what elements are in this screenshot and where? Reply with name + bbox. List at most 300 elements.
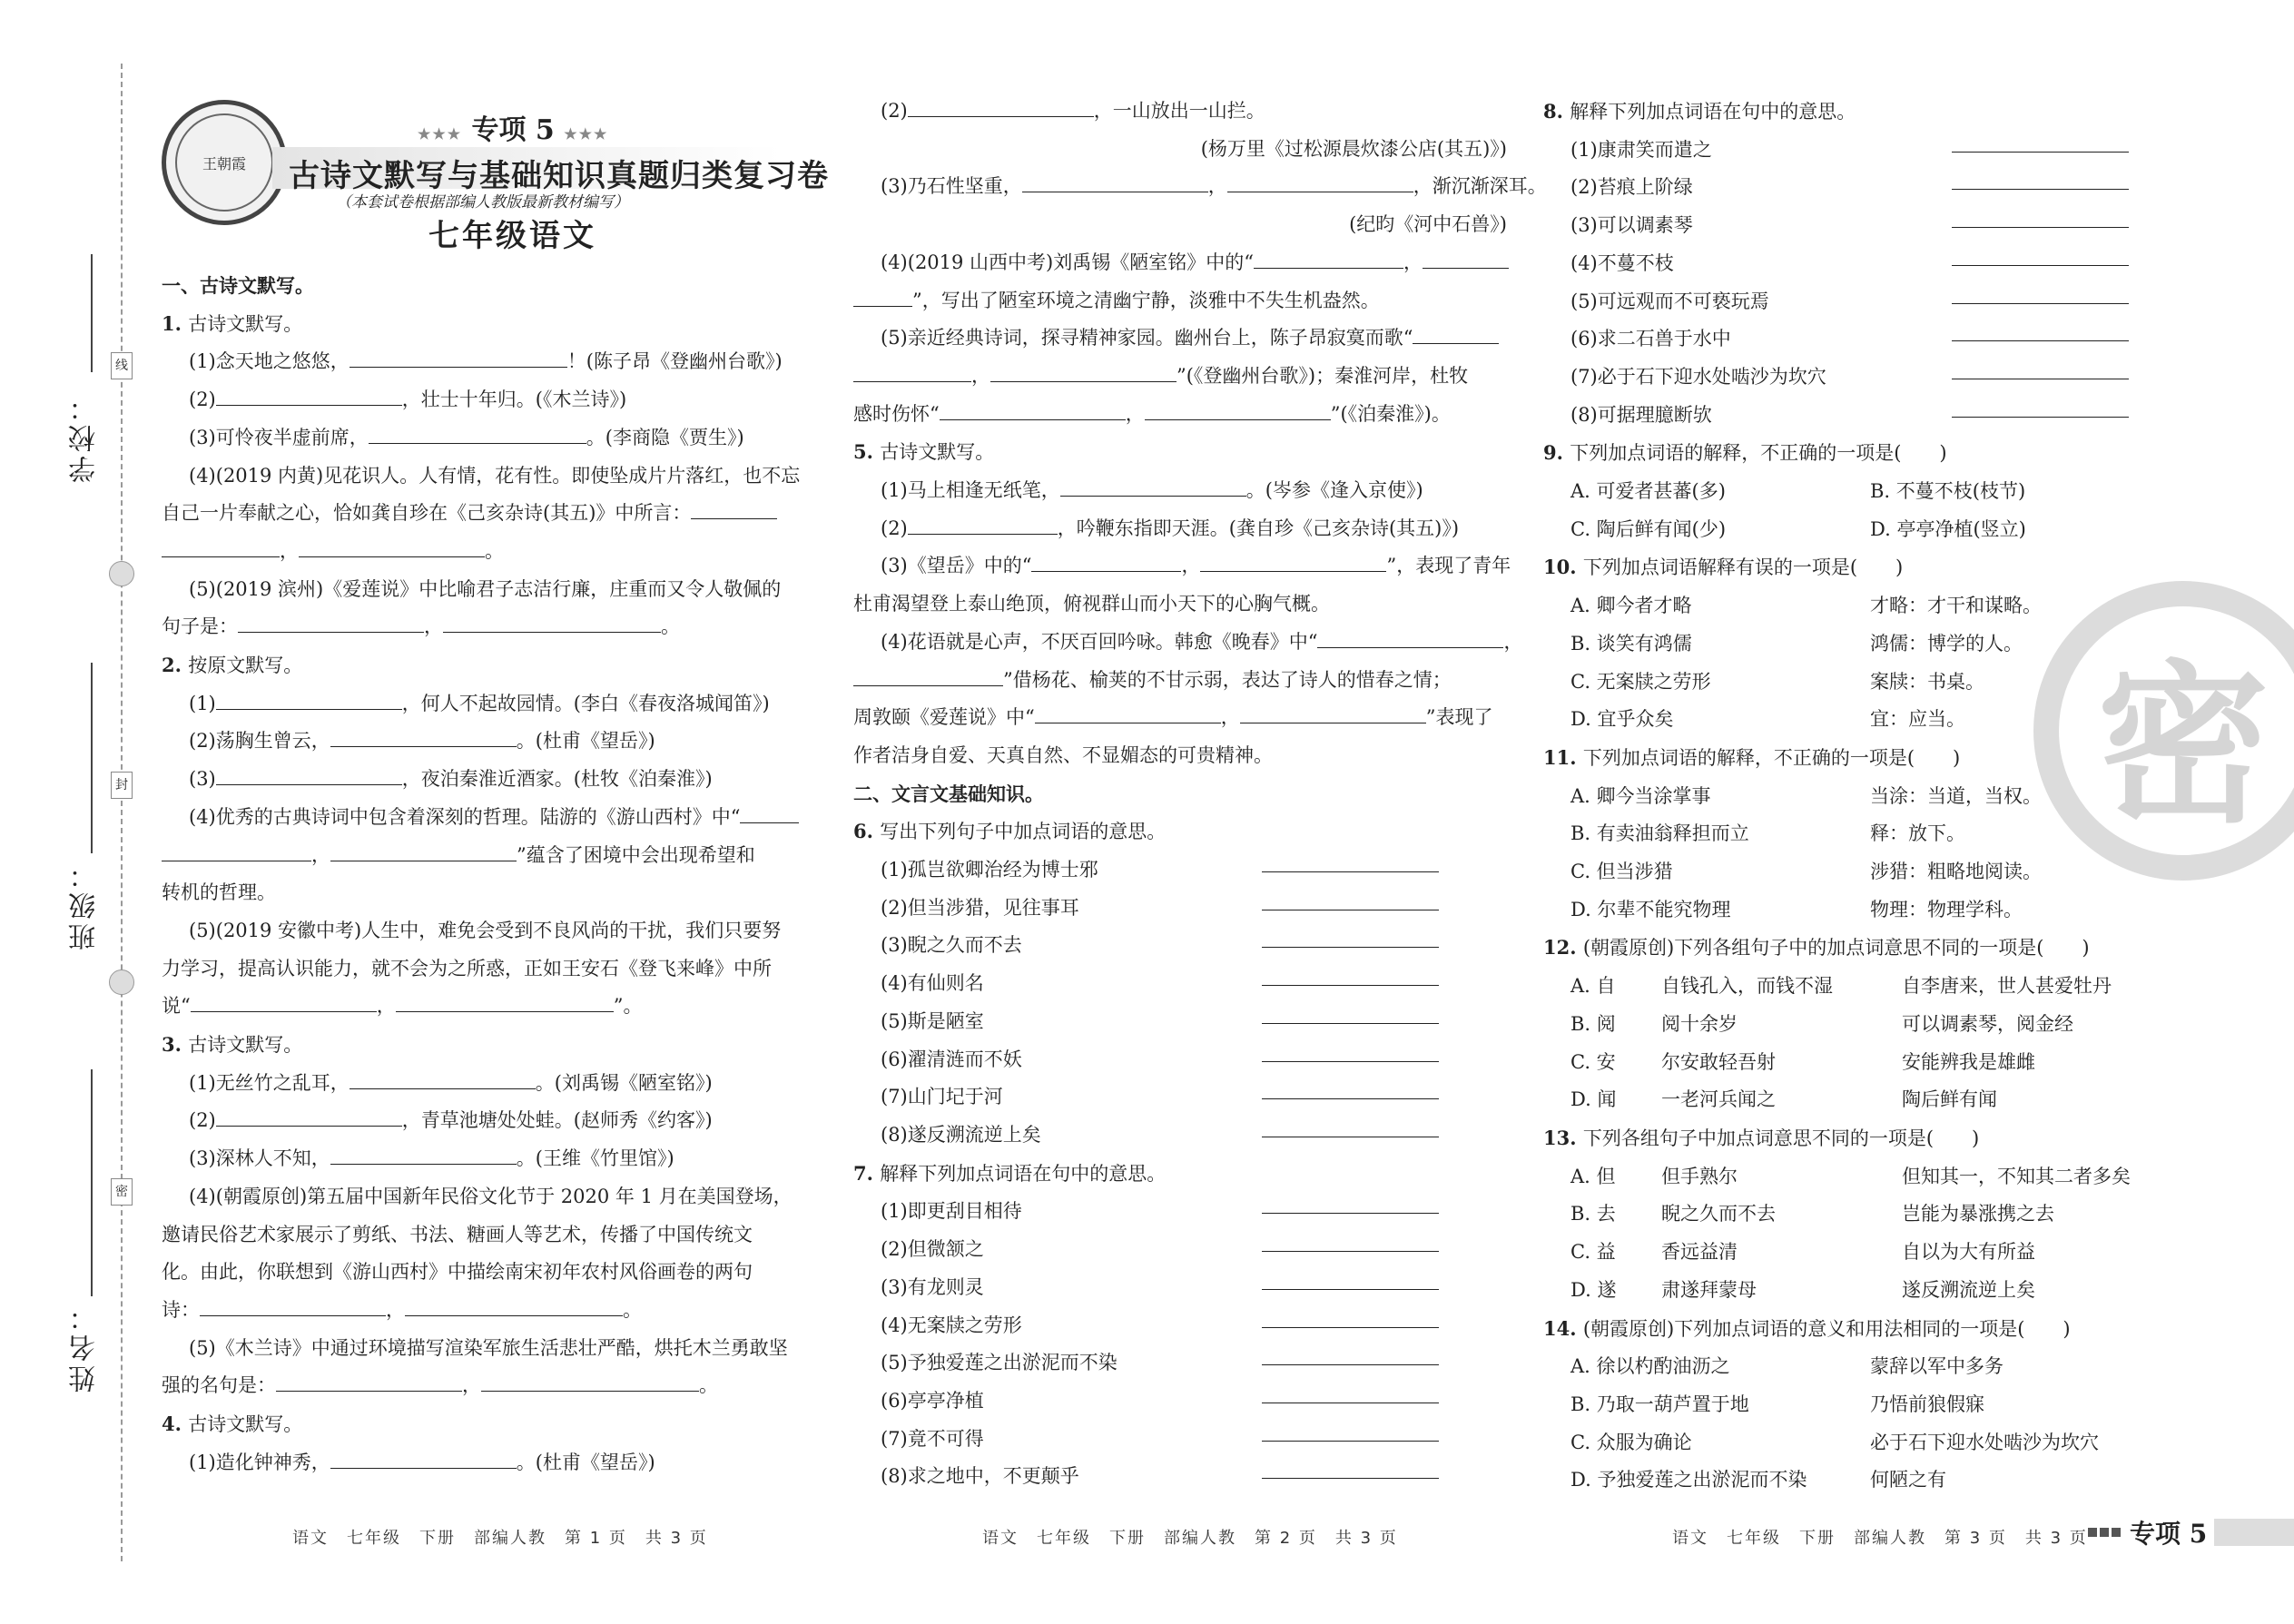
line-text: ， [376,995,396,1018]
question-line [853,662,1507,700]
line-text: ，青草池塘处处蛙。(赵师秀《约客》) [401,1109,713,1132]
line-text: ，渐沉渐深耳。 [1413,175,1547,198]
item-text: (6)求二石兽于水中 [1570,328,1731,350]
line-text: (3)深林人不知， [189,1147,330,1170]
question-line [853,699,1507,737]
question-line [162,950,815,989]
question-line [853,510,1507,548]
option-letter: A. 自 [1570,975,1616,998]
line-text: (1) [189,692,216,714]
line-text: ， [462,1374,481,1397]
answer-blank[interactable] [299,536,485,557]
question-line [853,93,1507,131]
question-line [853,358,1507,396]
answer-blank[interactable] [216,385,402,406]
line-text: 感时伤怀“ [853,402,940,425]
question-text: 下列加点词语的解释，不正确的一项是( ) [1570,442,1947,465]
column-1 [162,267,815,1482]
item-text: (6)濯清涟而不妖 [881,1048,1022,1070]
question-line [853,244,1507,282]
option-a: D. 尔辈不能究物理 [1570,898,1731,920]
answer-blank[interactable] [330,1448,517,1469]
question-line [162,1254,815,1292]
line-text: ！(陈子昂《登幽州台歌》) [566,350,783,373]
answer-row [853,1117,1507,1155]
line-text: ， [280,539,299,562]
line-text: ，何人不起故园情。(李白《春夜洛城闻笛》) [401,692,770,714]
answer-row [853,1003,1507,1041]
option-a: C. 众服为确论 [1570,1431,1692,1453]
section-heading-text: 一、古诗文默写。 [162,274,314,297]
option-letter: A. 但 [1570,1165,1616,1187]
option-a: C. 但当涉猎 [1570,861,1673,883]
item-text: (6)亭亭净植 [881,1389,984,1412]
item-text: (5)予独爱莲之出淤泥而不染 [881,1352,1117,1374]
option-b: D. 亭亭净植(竖立) [1870,517,2026,540]
answer-row [1543,132,2133,170]
answer-blank[interactable] [1262,1041,1439,1062]
item-text: (4)无案牍之劳形 [881,1314,1022,1336]
answer-blank[interactable] [216,1106,402,1127]
question-number: 6. [853,820,881,843]
question-text: 解释下列加点词语在句中的意思。 [1570,101,1856,123]
question-heading [1543,929,2133,968]
question-text: 写出下列句子中加点词语的意思。 [880,821,1167,843]
line-text: (3)《望岳》中的“ [881,555,1032,577]
option-sentence-1: 肃遂拜蒙母 [1661,1278,1757,1301]
option-row [1543,1158,2133,1196]
question-line [162,571,815,609]
answer-blank[interactable] [1423,248,1509,269]
line-text: ， [1181,555,1201,577]
line-text: 周敦颐《爱莲说》中“ [853,706,1035,729]
option-b: 蒙辞以军中多务 [1870,1355,2004,1378]
answer-row [853,1078,1507,1117]
series-label: 专项 5 [471,114,555,146]
question-text: (朝霞原创)下列各组句子中的加点词意思不同的一项是( ) [1582,937,2090,960]
line-text: 诗： [162,1298,200,1321]
answer-blank[interactable] [216,689,402,710]
option-sentence-2: 岂能为暴涨携之去 [1902,1203,2054,1225]
line-text: (1)无丝竹之乱耳， [189,1071,350,1094]
line-text: 邀请民俗艺术家展示了剪纸、书法、糖画人等艺术，传播了中国传统文 [162,1223,753,1245]
option-sentence-2: 可以调素琴，阅金经 [1902,1012,2073,1035]
line-text: 说“ [162,995,191,1018]
question-number: 10. [1543,556,1583,579]
answer-blank[interactable] [1031,551,1181,572]
item-text: (8)可据理臆断欤 [1570,403,1712,426]
line-text: ， [1207,175,1227,198]
question-number: 11. [1543,745,1583,769]
question-line [162,495,815,533]
line-text: (2) [881,100,908,122]
question-number: 13. [1543,1126,1583,1149]
binding-tag-line: 线 [111,352,133,379]
answer-blank[interactable] [1262,851,1439,872]
answer-blank[interactable] [1952,283,2129,304]
answer-blank[interactable] [1262,1344,1439,1365]
answer-blank[interactable] [990,361,1177,382]
line-text: 。(李商隐《贾生》) [586,426,744,448]
answer-blank[interactable] [369,423,586,444]
line-text: 化。由此，你联想到《游山西村》中描绘南宋初年农村风俗画卷的两句 [162,1261,753,1284]
school-write-line[interactable] [91,254,93,372]
line-text: (1)念天地之悠悠， [189,350,350,373]
question-line [853,586,1507,624]
question-number: 14. [1543,1316,1583,1340]
question-line [853,320,1507,358]
option-a: A. 徐以杓酌油沥之 [1570,1355,1730,1378]
item-text: (4)不蔓不枝 [1570,251,1674,274]
answer-blank[interactable] [691,498,777,519]
answer-blank[interactable] [1200,551,1386,572]
line-text: (2)荡胸生曾云， [189,730,330,753]
answer-blank[interactable] [1262,1383,1439,1403]
answer-row [1543,207,2133,245]
option-a: C. 陶后鲜有闻(少) [1570,517,1727,540]
option-sentence-1: 香远益清 [1661,1241,1738,1264]
answer-row [1543,245,2133,283]
answer-blank[interactable] [740,802,799,823]
answer-blank[interactable] [1262,1078,1439,1099]
line-text: 强的名句是： [162,1374,276,1397]
answer-blank[interactable] [1262,927,1439,948]
question-line [162,533,815,571]
answer-blank[interactable] [1952,132,2129,153]
answer-blank[interactable] [1262,1458,1439,1479]
question-line [162,1292,815,1330]
option-row [1543,511,2133,549]
question-line [162,1102,815,1140]
line-text: ， [386,1298,405,1321]
answer-blank[interactable] [330,726,517,747]
item-text: (2)但微颔之 [881,1238,984,1261]
answer-blank[interactable] [1145,399,1331,420]
item-text: (2)苔痕上阶绿 [1570,176,1693,199]
option-b: 当涂：当道，当权。 [1870,784,2042,807]
option-a: B. 谈笑有鸿儒 [1570,632,1692,655]
answer-blank[interactable] [1035,703,1221,723]
question-line [162,1216,815,1255]
option-b: 物理：物理学科。 [1870,898,2023,920]
answer-blank[interactable] [1262,890,1439,910]
line-text: ”。 [613,995,643,1018]
answer-blank[interactable] [162,536,280,557]
answer-blank[interactable] [853,286,912,307]
option-b: 才略：才干和谋略。 [1870,595,2042,617]
question-line [853,131,1507,169]
answer-row [1543,320,2133,359]
question-line [162,874,815,912]
line-text: ，壮士十年归。(《木兰诗》) [401,389,627,411]
option-row [1543,1196,2133,1234]
answer-blank[interactable] [162,841,311,861]
answer-blank[interactable] [1262,1231,1439,1252]
answer-blank[interactable] [276,1371,462,1392]
option-b: 宜：应当。 [1870,708,1965,731]
option-letter: C. 安 [1570,1050,1616,1073]
line-text: (5)《木兰诗》中通过环境描写渲染军旅生活悲壮严酷，烘托木兰勇敢坚 [189,1336,788,1359]
answer-blank[interactable] [1262,1269,1439,1290]
option-row [1543,625,2133,664]
option-row [1543,968,2133,1006]
answer-blank[interactable] [1240,703,1426,723]
question-line [162,912,815,950]
answer-blank[interactable] [405,1295,623,1316]
answer-blank[interactable] [396,991,614,1012]
question-line [162,1065,815,1103]
question-line [162,458,815,496]
option-sentence-2: 自李唐来，世人甚爱牡丹 [1902,975,2112,998]
question-line [853,547,1511,586]
question-line [162,799,815,837]
line-text: ， [424,615,443,638]
answer-blank[interactable] [330,841,517,861]
line-text: (纪昀《河中石兽》) [1349,213,1507,236]
binding-tag-seal: 封 [111,772,133,799]
question-number: 8. [1543,100,1570,123]
answer-blank[interactable] [1952,169,2129,190]
question-number: 2. [162,654,189,677]
answer-blank[interactable] [1317,627,1503,648]
option-a: A. 卿今者才略 [1570,595,1692,617]
line-text: (5)(2019 安徽中考)人生中，难免会受到不良风尚的干扰，我们只要努 [189,919,782,941]
answer-blank[interactable] [1952,359,2129,379]
option-letter: D. 遂 [1570,1278,1617,1301]
name-label: 姓名： [69,1300,101,1393]
answer-blank[interactable] [1262,965,1439,986]
question-text: 下列加点词语解释有误的一项是( ) [1582,556,1904,579]
seal-char: 密 [2096,643,2269,846]
line-text: (5)亲近经典诗词，探寻精神家园。幽州台上，陈子昂寂寞而歌“ [881,327,1413,349]
line-text: ”蕴含了困境中会出现希望和 [517,843,755,866]
question-text: 古诗文默写。 [188,1034,303,1057]
star-icon: ★★★ [418,125,463,143]
item-text: (3)睨之久而不去 [881,934,1022,957]
question-line [162,1330,815,1368]
question-line [162,343,815,381]
question-heading [162,1405,815,1444]
answer-row [853,1344,1507,1383]
question-text: 解释下列加点词语在句中的意思。 [880,1162,1167,1185]
answer-blank[interactable] [940,399,1126,420]
answer-blank[interactable] [1952,397,2129,418]
option-b: 乃悟前狼假寐 [1870,1393,1984,1415]
subtitle-note: （本套试卷根据部编人教版最新教材编写） [336,193,629,212]
answer-row [853,927,1507,965]
option-row [1543,815,2133,853]
answer-row [1543,397,2133,435]
line-text: ， [1220,706,1240,729]
question-text: 按原文默写。 [188,655,303,677]
item-text: (8)求之地中，不更颠乎 [881,1465,1079,1488]
option-row [1543,1272,2133,1310]
question-heading [162,1026,815,1065]
question-text: 下列加点词语的解释，不正确的一项是( ) [1582,746,1961,769]
question-heading [853,433,1507,472]
line-text: 转机的哲理。 [162,881,276,904]
class-write-line[interactable] [91,663,93,853]
answer-blank[interactable] [350,347,567,368]
item-text: (1)孤岂欲卿治经为博士邪 [881,859,1098,881]
answer-blank[interactable] [1022,172,1208,192]
line-text: ，夜泊秦淮近酒家。(杜牧《泊秦淮》) [401,768,713,791]
answer-blank[interactable] [350,1068,536,1089]
question-line [162,1178,815,1216]
answer-blank[interactable] [1254,248,1403,269]
item-text: (5)斯是陋室 [881,1009,984,1032]
line-text: ， [1125,402,1145,425]
answer-blank[interactable] [1060,476,1246,497]
answer-blank[interactable] [1227,172,1413,192]
answer-blank[interactable] [200,1295,386,1316]
option-row [1543,1386,2133,1424]
line-text: (杨万里《过松源晨炊漆公店(其五)》) [1200,137,1507,160]
line-text: (4)花语就是心声，不厌百回吟咏。韩愈《晚春》中“ [881,630,1318,653]
answer-blank[interactable] [1262,1307,1439,1328]
option-b: 涉猎：粗略地阅读。 [1870,861,2042,883]
answer-blank[interactable] [1952,320,2129,341]
line-text: 。 [699,1374,718,1397]
option-b: 何陋之有 [1870,1469,1946,1491]
question-heading [1543,548,2133,587]
answer-blank[interactable] [853,361,971,382]
answer-blank[interactable] [1952,207,2129,228]
option-b: 案牍：书桌。 [1870,670,1984,693]
line-text: ”，表现了青年 [1386,555,1511,577]
line-text: 。(王维《竹里馆》) [516,1147,674,1170]
answer-blank[interactable] [1262,1003,1439,1024]
page-title: 古诗文默写与基础知识真题归类复习卷 [289,158,829,194]
option-sentence-1: 但手熟尔 [1661,1165,1738,1187]
answer-row [1543,283,2133,321]
corner-series-badge [2088,1514,2294,1550]
question-heading [853,1155,1507,1194]
answer-row [853,1231,1507,1269]
option-a: D. 予独爱莲之出淤泥而不染 [1570,1469,1807,1491]
line-text: (2) [881,517,908,539]
option-b: 必于石下迎水处啮沙为坎穴 [1870,1431,2099,1453]
option-row [1543,473,2133,511]
question-line [162,1140,815,1178]
line-text: 作者洁身自爱、天真自然、不显媚态的可贵精神。 [853,743,1273,766]
binding-hole [109,561,134,586]
option-sentence-2: 安能辨我是雄雌 [1902,1050,2035,1073]
squares-icon [2088,1528,2121,1537]
question-line [853,737,1507,775]
answer-blank[interactable] [1413,323,1499,344]
answer-row [853,1269,1507,1307]
option-a: B. 乃取一葫芦置于地 [1570,1393,1749,1415]
option-a: B. 有卖油翁释担而立 [1570,822,1749,845]
option-row [1543,1424,2133,1462]
answer-blank[interactable] [908,96,1094,117]
question-number: 12. [1543,936,1583,960]
line-text: (2) [189,389,216,411]
answer-blank[interactable] [1262,1117,1439,1137]
question-text: 古诗文默写。 [188,312,303,335]
answer-row [853,1383,1507,1421]
line-text: (4)(2019 山西中考)刘禹锡《陋室铭》中的“ [881,251,1254,273]
question-line [162,608,815,646]
option-sentence-1: 自钱孔入，而钱不湿 [1661,975,1833,998]
answer-blank[interactable] [1952,245,2129,266]
star-icon: ★★★ [564,125,609,143]
option-b: 鸿儒：博学的人。 [1870,632,2023,655]
question-line [853,472,1507,510]
option-sentence-1: 阅十余岁 [1661,1012,1738,1035]
option-row [1543,1462,2133,1500]
section-heading [162,267,815,305]
question-line [162,381,815,419]
line-text: 自己一片奉献之心，恰如龚自珍在《己亥杂诗(其五)》中所言： [162,502,692,525]
line-text: ”表现了 [1425,706,1493,729]
question-text: 下列各组句子中加点词意思不同的一项是( ) [1582,1127,1980,1149]
answer-blank[interactable] [238,612,424,633]
option-row [1543,853,2133,891]
question-line [162,761,815,799]
option-sentence-2: 陶后鲜有闻 [1902,1088,1997,1111]
question-line [853,624,1523,662]
item-text: (4)有仙则名 [881,972,984,995]
question-number: 7. [853,1161,881,1185]
line-text: ”，写出了陋室环境之清幽宁静，淡雅中不失生机盎然。 [912,289,1380,311]
answer-blank[interactable] [443,612,661,633]
answer-blank[interactable] [216,764,402,785]
question-line [162,988,815,1026]
line-text: ， [971,364,990,387]
answer-blank[interactable] [1262,1193,1439,1214]
question-line [853,168,1547,206]
line-text: 杜甫渴望登上泰山绝顶，俯视群山而小天下的心胸气概。 [853,593,1330,615]
line-text: ， [1403,251,1423,273]
question-line [162,685,815,723]
option-row [1543,891,2133,930]
question-number: 3. [162,1033,189,1057]
answer-row [853,1041,1507,1079]
question-heading [1543,1119,2133,1158]
line-text: 。(岑参《逢入京使》) [1245,479,1423,502]
answer-row [853,1458,1507,1496]
binding-tag-secret: 密 [111,1178,133,1206]
line-text: 。(杜甫《望岳》) [516,730,655,753]
answer-blank[interactable] [330,1144,517,1165]
option-sentence-1: 尔安敢轻吾射 [1661,1050,1776,1073]
question-text: 古诗文默写。 [880,441,995,464]
option-letter: B. 去 [1570,1203,1616,1225]
question-heading [1543,1310,2133,1349]
answer-blank[interactable] [853,665,1003,686]
line-text: (4)(2019 内黄)见花识人。人有情，花有性。即使坠成片片落红，也不忘 [189,464,801,487]
column-2 [853,93,1547,1496]
answer-row [1543,169,2133,207]
answer-blank[interactable] [481,1371,699,1392]
name-write-line[interactable] [91,1069,93,1296]
answer-blank[interactable] [908,514,1058,535]
question-line [162,419,815,458]
answer-blank[interactable] [191,991,377,1012]
line-text: (2) [189,1109,216,1132]
line-text: ，吟鞭东指即天涯。(龚自珍《己亥杂诗(其五)》) [1057,517,1460,539]
answer-row [853,851,1507,890]
option-sentence-2: 但知其一，不知其二者多矣 [1902,1165,2131,1187]
column-3 [1543,93,2133,1500]
line-text: (4)(朝霞原创)第五届中国新年民俗文化节于 2020 年 1 月在美国登场， [189,1185,793,1207]
question-number: 4. [162,1412,189,1436]
option-row [1543,1044,2133,1082]
item-text: (8)遂反溯流逆上矣 [881,1123,1041,1146]
answer-blank[interactable] [1262,1421,1439,1442]
